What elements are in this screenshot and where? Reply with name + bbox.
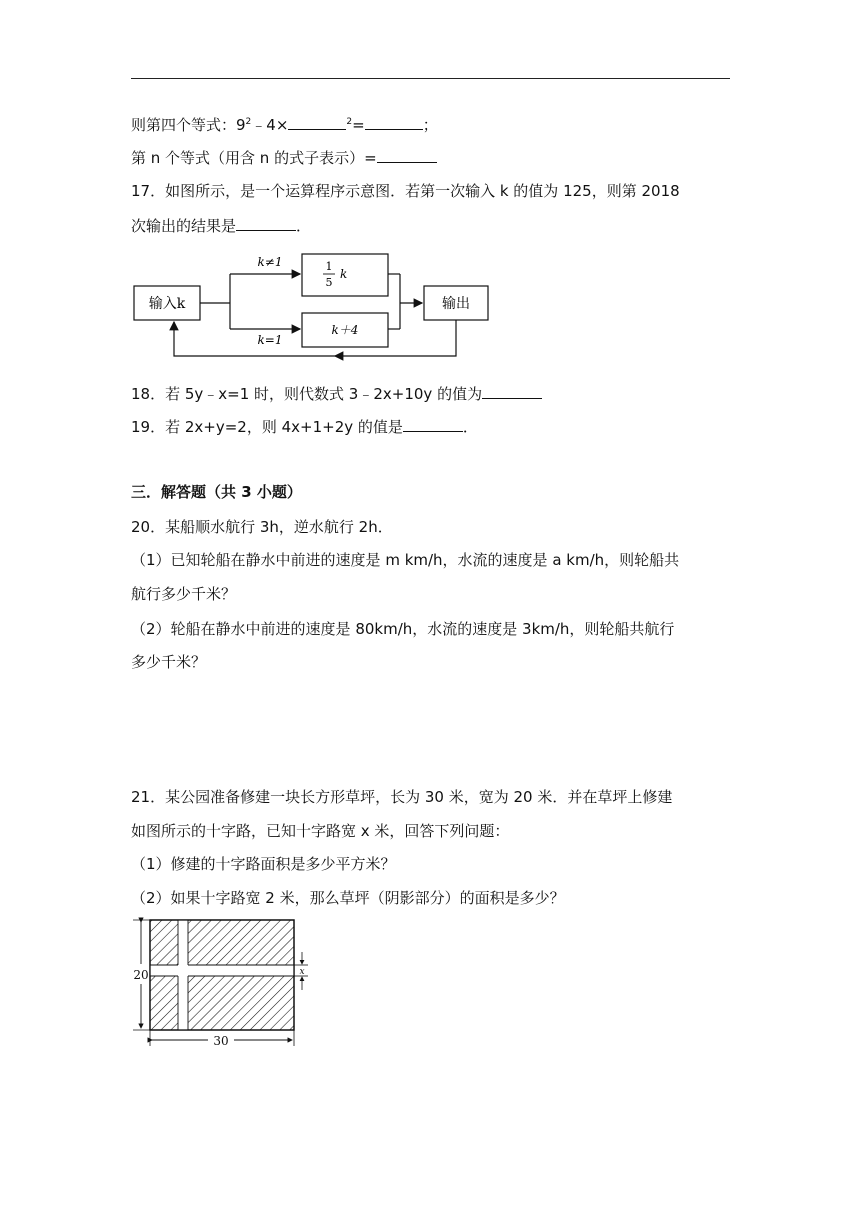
q21-stem-line2: 如图所示的十字路，已知十字路宽 x 米，回答下列问题： — [131, 822, 510, 840]
header-rule — [131, 78, 730, 79]
q19-end: ． — [462, 418, 478, 436]
condition-bottom: k=1 — [257, 333, 283, 347]
answer-blank[interactable] — [288, 114, 346, 130]
answer-blank[interactable] — [365, 114, 423, 130]
q17-line2 — [131, 215, 311, 236]
q16-fourth-equation — [131, 112, 438, 135]
length-label: 30 — [213, 1034, 229, 1048]
q21-part1: （1）修建的十字路面积是多少平方米？ — [131, 855, 396, 873]
output-label: 输出 — [442, 296, 470, 312]
op-top-numerator: 1 — [325, 260, 333, 273]
q20-part2-line2: 多少千米？ — [131, 653, 207, 671]
q20-stem: 20．某船顺水航行 3h，逆水航行 2h． — [131, 518, 393, 536]
condition-top: k≠1 — [257, 255, 283, 269]
q20-part2-line1: （2）轮船在静水中前进的速度是 80km/h，水流的速度是 3km/h，则轮船共航行 — [131, 620, 675, 638]
width-label: 20 — [133, 968, 149, 982]
q16-text: 则第四个等式：9 — [131, 116, 246, 134]
q16-exponent-2: 2 — [346, 117, 353, 127]
q16-text-mid: ﹣4× — [251, 116, 289, 134]
q16-exponent: 2 — [245, 117, 252, 127]
lawn-figure — [128, 914, 318, 1052]
road-horizontal — [150, 965, 294, 976]
q17-text: 次输出的结果是 — [131, 217, 237, 235]
answer-blank[interactable] — [236, 215, 296, 231]
section-heading: 三．解答题（共 3 小题） — [131, 483, 302, 501]
q16-end: ； — [422, 116, 438, 134]
q16-nth-text: 第 n 个等式（用含 n 的式子表示）= — [131, 149, 377, 167]
answer-blank[interactable] — [377, 147, 437, 163]
q16-equals: = — [352, 116, 365, 134]
q20-part1-line1: （1）已知轮船在静水中前进的速度是 m km/h，水流的速度是 a km/h，则轮船共 — [131, 551, 680, 569]
op-top-variable: k — [340, 267, 348, 281]
q21-stem-line1: 21．某公园准备修建一块长方形草坪，长为 30 米，宽为 20 米．并在草坪上修建 — [131, 788, 673, 806]
q18-line — [131, 383, 542, 404]
q17-end: ． — [296, 217, 312, 235]
q21-part2: （2）如果十字路宽 2 米，那么草坪（阴影部分）的面积是多少？ — [131, 889, 565, 907]
q19-line — [131, 416, 478, 437]
q18-text: 18．若 5y﹣x=1 时，则代数式 3﹣2x+10y 的值为 — [131, 385, 483, 403]
q17-line1: 17．如图所示，是一个运算程序示意图．若第一次输入 k 的值为 125，则第 2018 — [131, 182, 680, 200]
op-bottom-label: k＋4 — [331, 323, 359, 337]
op-top-denominator: 5 — [325, 276, 333, 289]
q20-part1-line2: 航行多少千米？ — [131, 585, 237, 603]
answer-blank[interactable] — [482, 383, 542, 399]
flowchart — [128, 246, 492, 366]
q19-text: 19．若 2x+y=2，则 4x+1+2y 的值是 — [131, 418, 403, 436]
answer-blank[interactable] — [403, 416, 463, 432]
road-width-label: x — [299, 967, 305, 977]
input-label: 输入k — [148, 296, 186, 312]
q16-nth-equation — [131, 147, 437, 168]
